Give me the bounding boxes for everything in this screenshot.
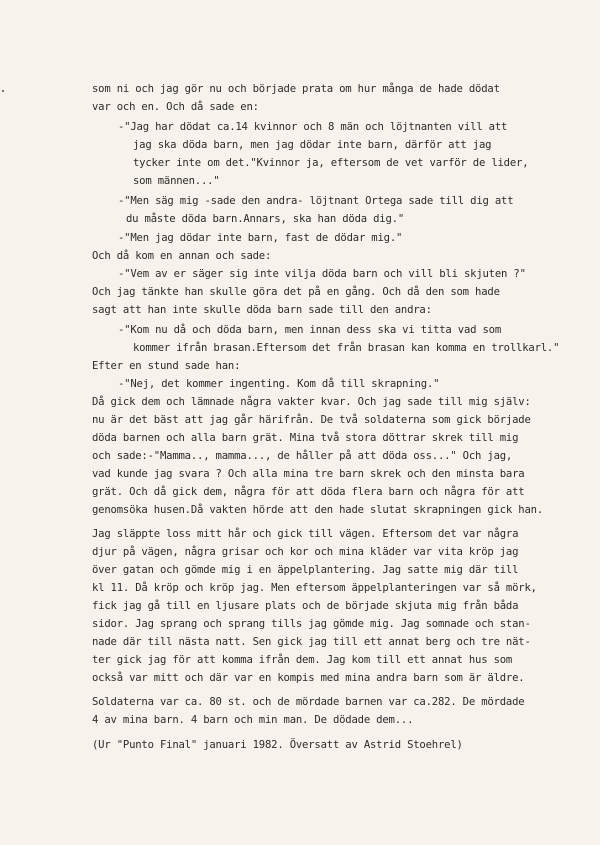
text-line: sagt att han inte skulle döda barn sade till den andra:: [92, 304, 432, 316]
text-line: -"Jag har dödat ca.14 kvinnor och 8 män och löjtnanten vill att: [118, 121, 508, 133]
text-line: var och en. Och då sade en:: [92, 101, 259, 113]
text-line: -"Nej, det kommer ingenting. Kom då till skrapning.": [118, 378, 440, 390]
text-line: Soldaterna var ca. 80 st. och de mördade barnen var ca.282. De mördade: [92, 696, 525, 708]
text-line: sidor. Jag sprang och sprang tills jag gömde mig. Jag somnade och stan-: [92, 618, 531, 630]
text-line: -"Vem av er säger sig inte vilja döda barn och vill bli skjuten ?": [118, 268, 526, 280]
text-line: kommer ifrån brasan.Eftersom det från brasan kan komma en trollkarl.": [133, 342, 560, 354]
source-citation: (Ur "Punto Final" januari 1982. Översatt av Astrid Stoehrel): [92, 739, 463, 751]
text-line: -"Men säg mig -sade den andra- löjtnant Ortega sade till dig att: [118, 195, 514, 207]
text-line: jag ska döda barn, men jag dödar inte barn, därför att jag: [133, 139, 492, 151]
text-line: genomsöka husen.Då vakten hörde att den hade slutat skrapningen gick han.: [92, 504, 543, 516]
text-line: fick jag gå till en ljusare plats och de började skjuta mig från båda: [92, 600, 519, 612]
text-line: du måste döda barn.Annars, ska han döda dig.": [126, 213, 405, 225]
text-line: också var mitt och där var en kompis med mina andra barn som är äldre.: [92, 672, 525, 684]
text-line: nu är det bäst att jag går härifrån. De två soldaterna som gick började: [92, 414, 531, 426]
text-line: grät. Och då gick dem, några för att döda flera barn och några för att: [92, 486, 525, 498]
text-line: över gatan och gömde mig i en äppelplantering. Jag satte mig där till: [92, 564, 519, 576]
text-line: tycker inte om det."Kvinnor ja, eftersom de vet varför de lider,: [133, 157, 529, 169]
text-line: vad kunde jag svara ? Och alla mina tre barn skrek och den minsta bara: [92, 468, 525, 480]
text-line: Då gick dem och lämnade några vakter kvar. Och jag sade till mig själv:: [92, 396, 531, 408]
text-line: djur på vägen, några grisar och kor och mina kläder var vita kröp jag: [92, 546, 519, 558]
text-line: nade där till nästa natt. Sen gick jag till ett annat berg och tre nät-: [92, 636, 531, 648]
text-line: döda barnen och alla barn grät. Mina två stora döttrar skrek till mig: [92, 432, 519, 444]
text-line: som ni och jag gör nu och började prata om hur många de hade dödat: [92, 83, 500, 95]
text-line: kl 11. Då kröp och kröp jag. Men eftersom äppelplanteringen var så mörk,: [92, 582, 537, 594]
text-line: 4 av mina barn. 4 barn och min man. De dödade dem...: [92, 714, 414, 726]
text-line: Jag släppte loss mitt hår och gick till vägen. Eftersom det var några: [92, 528, 519, 540]
text-line: -"Kom nu då och döda barn, men innan dess ska vi titta vad som: [118, 324, 502, 336]
text-line: -"Men jag dödar inte barn, fast de dödar mig.": [118, 232, 403, 244]
text-line: ter gick jag för att komma ifrån dem. Jag kom till ett annat hus som: [92, 654, 513, 666]
text-line: Och då kom en annan och sade:: [92, 250, 272, 262]
text-line: som männen...": [133, 175, 220, 187]
text-line: Och jag tänkte han skulle göra det på en gång. Och då den som hade: [92, 286, 500, 298]
text-line: Efter en stund sade han:: [92, 360, 241, 372]
margin-dot: [2, 90, 4, 92]
text-line: och sade:-"Mamma.., mamma..., de håller på att döda oss..." Och jag,: [92, 450, 513, 462]
